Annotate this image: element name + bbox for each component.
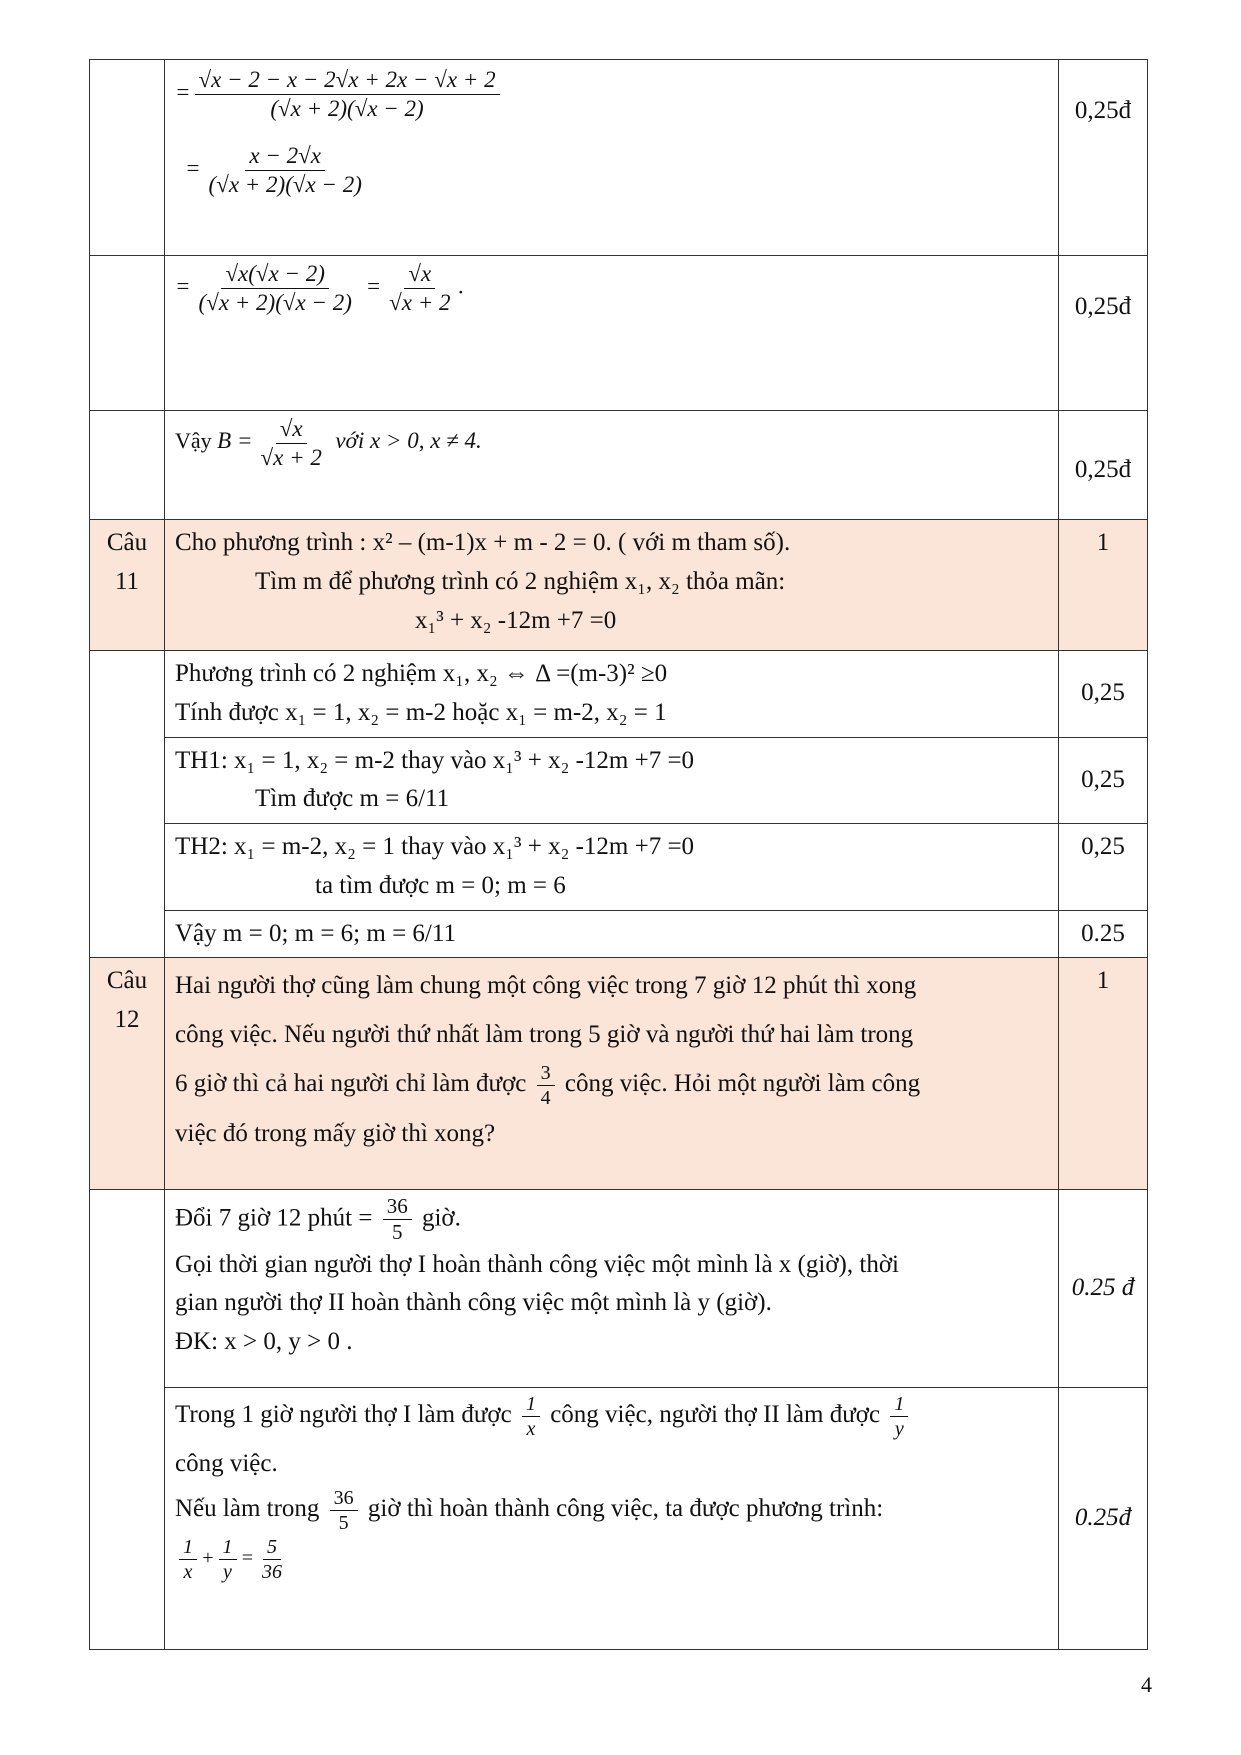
equation-line: $\frac{1}{x}$ + $\frac{1}{y}$ = $\frac{5}{36}$: [175, 1535, 1048, 1584]
solution-line: ĐK: x > 0, y > 0 .: [175, 1328, 353, 1356]
table-row: [90, 1190, 1148, 1388]
points-cell: [1059, 958, 1148, 1190]
solution-cell: = $\frac{√x(√x - 2)}{(√x + 2)(√x - 2)}$ = $\frac{√x}{√x + 2}$ .: [165, 256, 1059, 411]
table-row: [90, 256, 1148, 411]
fraction-denominator: 5: [391, 1220, 403, 1245]
question-text: công việc. Hỏi một người làm công: [564, 1069, 921, 1097]
solution-line: TH2: x₁ = m-2, x₂ = 1 thay vào x₁³ + x₂ -12m +7 =0: [175, 833, 695, 860]
solution-cell: [165, 737, 1059, 824]
score-value: 0.25 đ: [1071, 1274, 1135, 1302]
solution-text: giờ thì hoàn thành công việc, ta được phương trình:: [367, 1495, 884, 1523]
question-number-cell: [90, 256, 165, 411]
eq3-denominator: (√x + 2)(√x − 2): [198, 289, 352, 315]
solution-text: Trong 1 giờ người thợ I làm được: [175, 1401, 512, 1429]
solution-text: công việc, người thợ II làm được: [550, 1401, 881, 1429]
solution-line: ta tìm được m = 0; m = 6: [315, 871, 566, 899]
fraction-denominator: 4: [540, 1086, 551, 1109]
fraction-numerator: 36: [330, 1486, 358, 1511]
solution-line: [175, 1194, 1048, 1245]
eq3-result-numerator: √x: [404, 260, 435, 289]
score-cell: [1059, 1388, 1148, 1650]
table-row: [90, 651, 1148, 738]
table-row: [90, 737, 1148, 824]
score-value: 0,25đ: [1074, 293, 1132, 320]
table-row: [90, 60, 1148, 256]
solution-text: giờ.: [421, 1204, 461, 1232]
question-line: công việc. Nếu người thứ nhất làm trong 5 giờ và người thứ hai làm trong: [175, 1021, 914, 1048]
question-label: Câu 12: [106, 967, 148, 1033]
table-row: [90, 1388, 1148, 1650]
solution-line: công việc.: [175, 1450, 278, 1478]
question-line: x₁³ + x₂ -12m +7 =0: [415, 606, 617, 634]
score-cell: [1059, 411, 1148, 520]
score-value: 0,25: [1081, 679, 1125, 707]
score-cell: [1059, 651, 1148, 738]
solution-line: [175, 1486, 1048, 1535]
solution-text: Nếu làm trong: [175, 1495, 320, 1523]
points-value: 1: [1096, 967, 1110, 995]
solution-line: Tìm được m = 6/11: [255, 785, 450, 813]
fraction-denominator: 5: [338, 1512, 349, 1535]
solution-line: Vậy m = 0; m = 6; m = 6/11: [175, 919, 456, 947]
solution-text: Đổi 7 giờ 12 phút =: [175, 1204, 373, 1232]
fraction-denominator: y: [894, 1418, 904, 1441]
table-row: [90, 910, 1148, 958]
question-number-cell: [90, 958, 165, 1190]
vay-numerator: √x: [276, 415, 307, 444]
score-cell: [1059, 824, 1148, 911]
question-line: Cho phương trình : x² – (m-1)x + m - 2 = 0. ( với m tham số).: [175, 529, 791, 556]
score-value: 0,25: [1081, 765, 1125, 793]
vay-prefix: Vậy: [175, 428, 212, 454]
table-row: [90, 411, 1148, 520]
fraction-denominator: x: [526, 1418, 536, 1441]
page-number: 4: [1141, 1672, 1152, 1697]
question-row: [90, 958, 1148, 1190]
question-line: Tìm m để phương trình có 2 nghiệm x₁, x₂ thỏa mãn:: [255, 567, 786, 595]
points-value: 1: [1096, 529, 1110, 556]
eq2-numerator: x − 2√x: [245, 142, 325, 171]
score-cell: [1059, 60, 1148, 256]
solution-line: Gọi thời gian người thợ I hoàn thành công việc một mình là x (giờ), thời: [175, 1250, 899, 1278]
question-cell: [165, 520, 1059, 651]
question-text: 6 giờ thì cả hai người chỉ làm được: [175, 1069, 527, 1097]
fraction-numerator: 3: [537, 1061, 555, 1086]
score-cell: [1059, 1190, 1148, 1388]
solution-line: TH1: x₁ = 1, x₂ = m-2 thay vào x₁³ + x₂ -12m +7 =0: [175, 746, 695, 774]
question-number-cell: [90, 651, 165, 958]
fraction-numerator: 1: [522, 1392, 540, 1417]
question-line: việc đó trong mấy giờ thì xong?: [175, 1119, 496, 1147]
eq1-numerator: √x − 2 − x − 2√x + 2x − √x + 2: [195, 66, 500, 95]
fraction-denominator: y: [223, 1561, 232, 1584]
question-number-cell: [90, 520, 165, 651]
eq2-denominator: (√x + 2)(√x − 2): [208, 171, 362, 197]
fraction-numerator: 36: [383, 1194, 412, 1220]
solution-line: Phương trình có 2 nghiệm x₁, x₂ ⇔ Δ =(m-3)² ≥0: [175, 660, 668, 687]
score-cell: [1059, 256, 1148, 411]
solution-line: gian người thợ II hoàn thành công việc một mình là y (giờ).: [175, 1289, 772, 1317]
question-row: [90, 520, 1148, 651]
solution-line: Tính được x₁ = 1, x₂ = m-2 hoặc x₁ = m-2, x₂ = 1: [175, 698, 667, 726]
question-number-cell: [90, 411, 165, 520]
eq3-result-denominator: √x + 2: [389, 289, 451, 315]
fraction-numerator: 1: [179, 1535, 197, 1560]
question-cell: [165, 958, 1059, 1190]
solution-cell: [165, 1190, 1059, 1388]
fraction-denominator: 36: [262, 1561, 282, 1584]
question-number-cell: [90, 60, 165, 256]
points-cell: [1059, 520, 1148, 651]
score-value: 0.25: [1081, 919, 1125, 947]
solution-cell: [165, 910, 1059, 958]
question-line: Hai người thợ cũng làm chung một công việc trong 7 giờ 12 phút thì xong: [175, 972, 917, 1000]
eq3-numerator: √x(√x − 2): [221, 260, 329, 289]
solution-cell: [165, 651, 1059, 738]
answer-table: [89, 59, 1148, 1650]
question-number-cell: [90, 1190, 165, 1650]
vay-lhs: B =: [217, 428, 253, 454]
score-value: 0,25đ: [1074, 456, 1132, 483]
score-value: 0.25đ: [1074, 1504, 1132, 1532]
vay-denominator: √x + 2: [260, 444, 322, 470]
score-cell: [1059, 737, 1148, 824]
fraction-denominator: x: [183, 1561, 193, 1584]
question-line: [175, 1060, 1048, 1110]
fraction-numerator: 5: [263, 1535, 281, 1560]
question-label: Câu 11: [106, 529, 148, 595]
solution-cell: [165, 411, 1059, 520]
solution-cell: [165, 824, 1059, 911]
vay-condition: với x > 0, x ≠ 4.: [335, 428, 482, 454]
score-value: 0,25đ: [1074, 97, 1132, 124]
fraction-numerator: 1: [219, 1535, 237, 1560]
eq1-denominator: (√x + 2)(√x − 2): [270, 95, 424, 121]
score-value: 0,25: [1081, 833, 1125, 860]
table-row: [90, 824, 1148, 911]
solution-cell: = $\frac{√x - 2 - x - 2√x + 2x - √x + 2}{(√x + 2)(√x - 2)}$ = $\frac{x - 2√x}{(√x + 2)(√x - 2)}$: [165, 60, 1059, 256]
fraction-numerator: 1: [890, 1392, 908, 1417]
solution-cell: [165, 1388, 1059, 1650]
score-cell: [1059, 910, 1148, 958]
solution-line: [175, 1392, 1048, 1441]
